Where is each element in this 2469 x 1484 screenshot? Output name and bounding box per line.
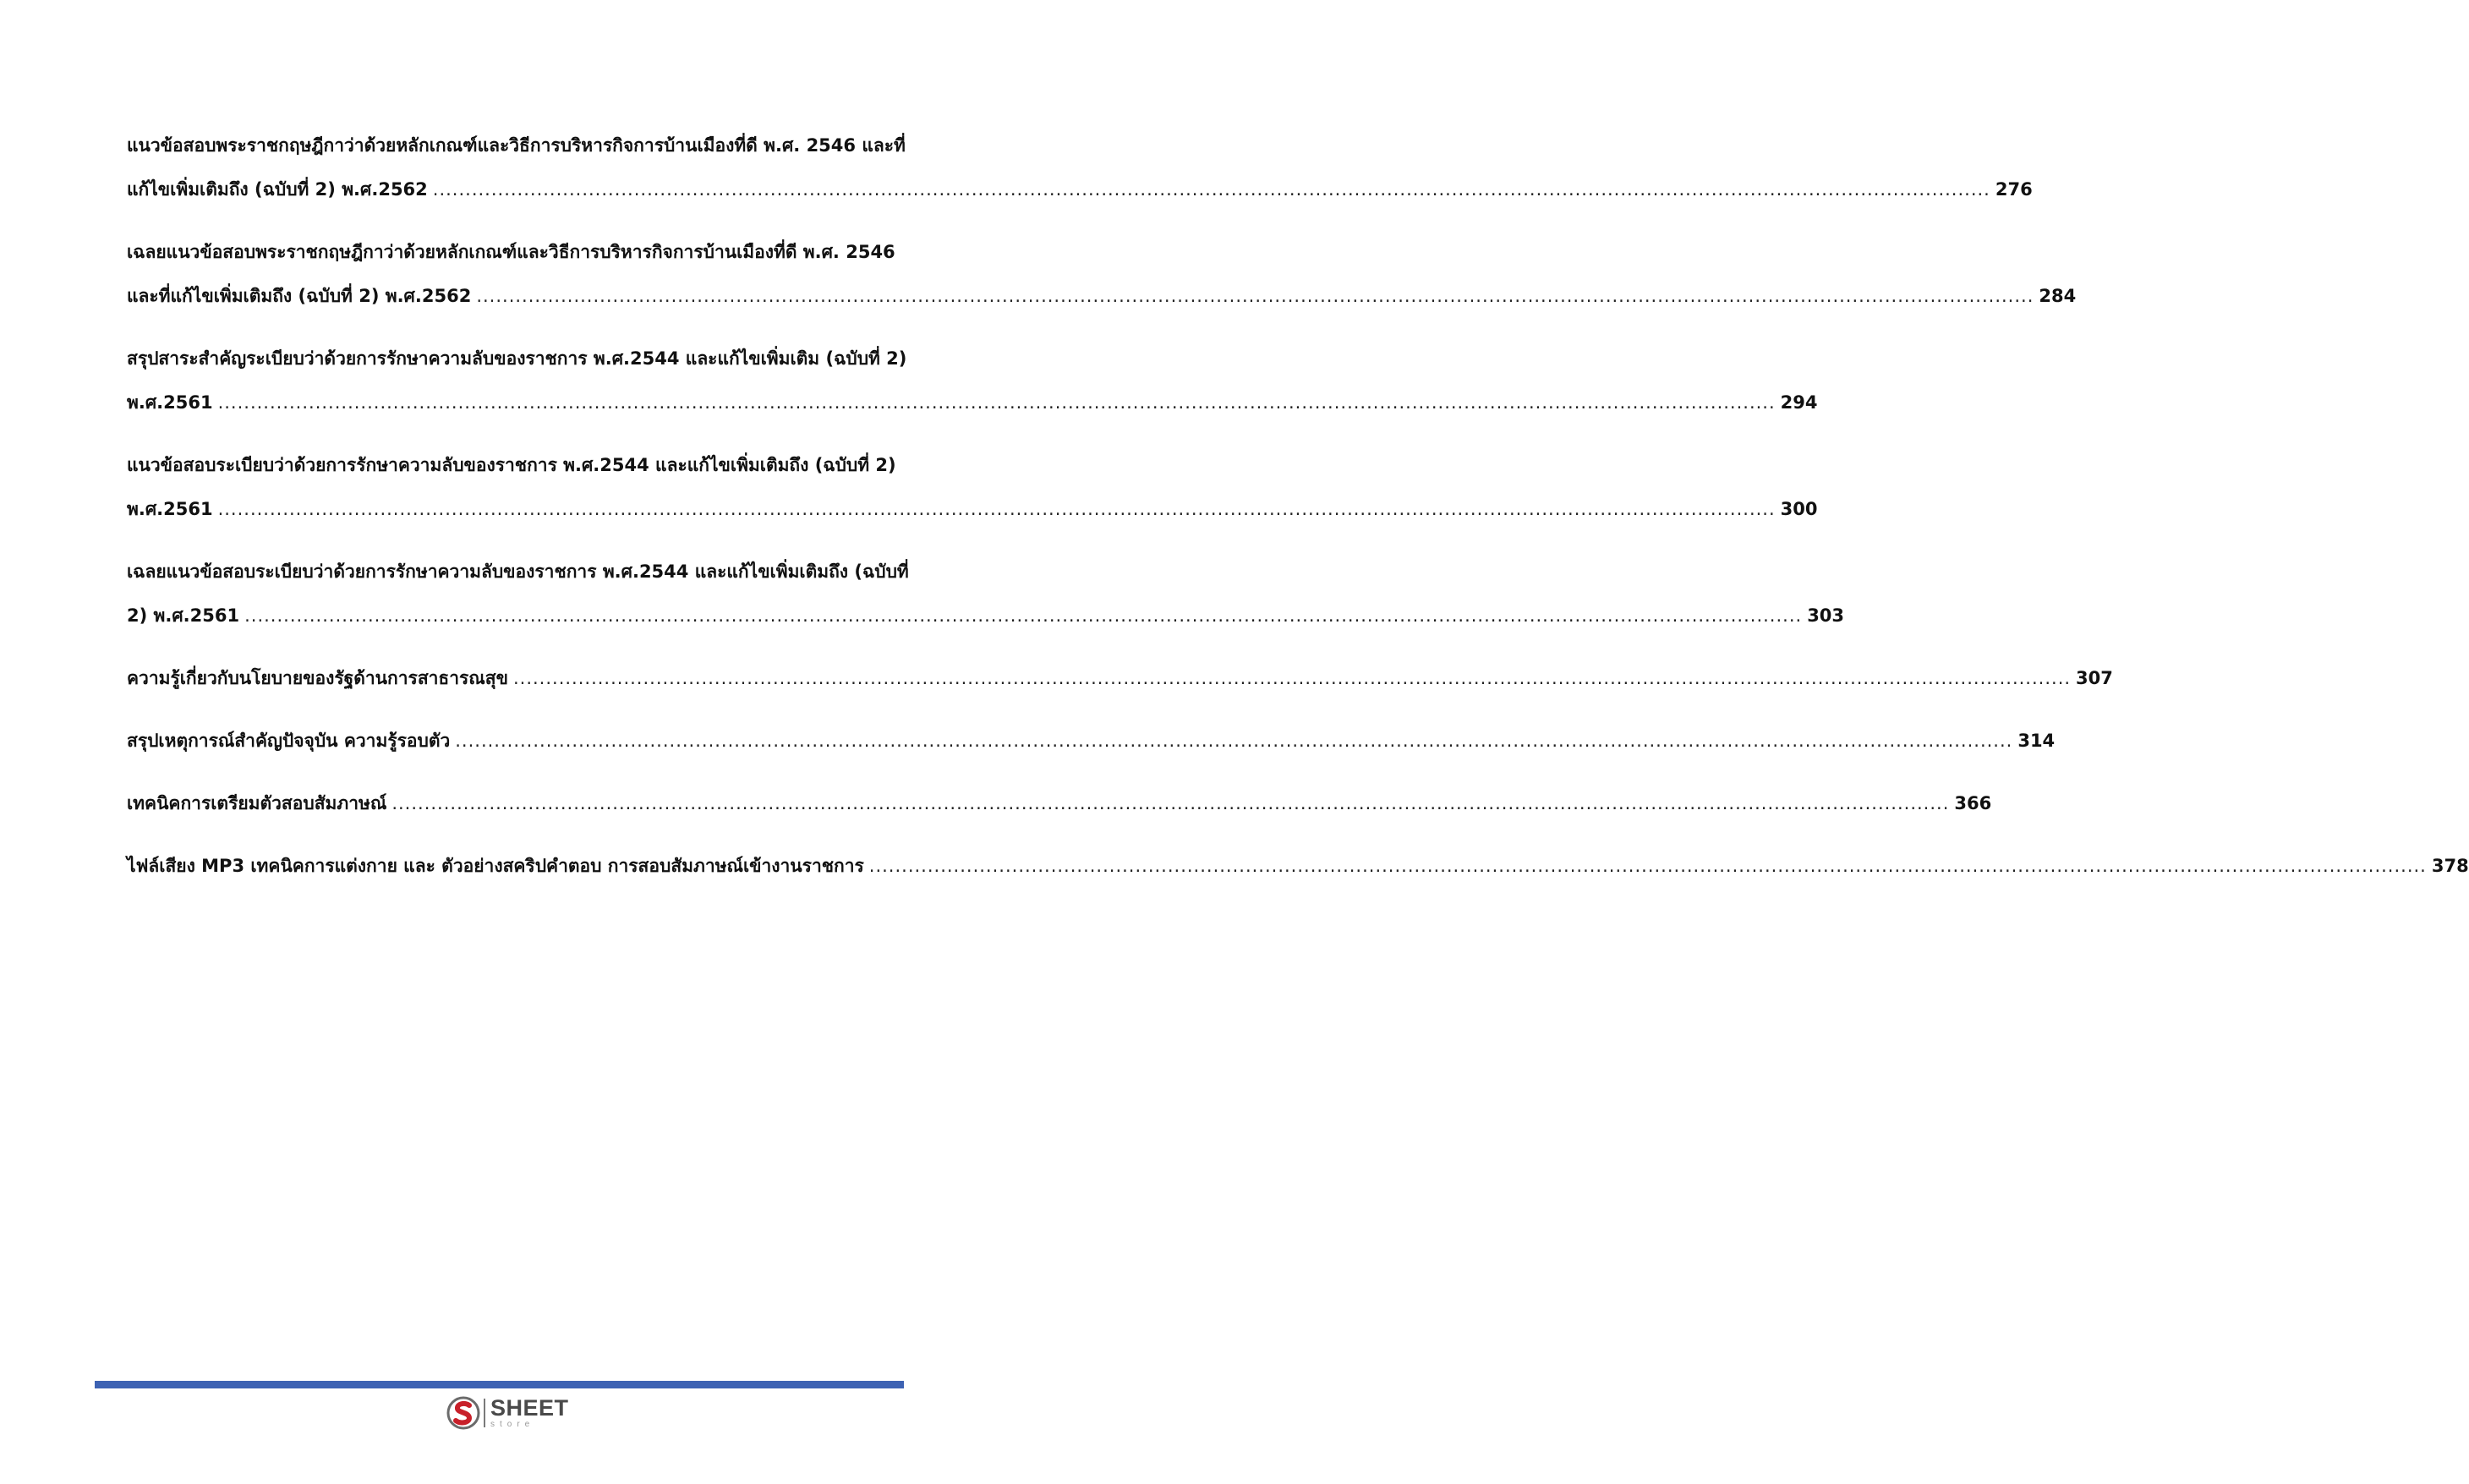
logo-sub-text: store	[490, 1420, 535, 1429]
page-number: 276	[1995, 179, 2033, 200]
toc-entry[interactable]	[127, 230, 2077, 318]
toc-entry-last-line	[127, 167, 2033, 211]
toc-entry[interactable]	[127, 550, 1845, 638]
dot-leader	[433, 167, 1990, 211]
toc-entry[interactable]	[127, 443, 1818, 531]
page-number: 294	[1780, 392, 1818, 413]
page-number: 366	[1954, 793, 1992, 813]
dot-leader	[476, 274, 2034, 318]
toc-entry-title-line: พ.ศ.2561	[127, 392, 213, 413]
toc-entry[interactable]	[127, 656, 2113, 700]
toc-entry[interactable]	[127, 781, 1992, 825]
footer-rule	[95, 1381, 904, 1388]
toc-entry-last-line	[127, 656, 2113, 700]
dot-leader	[218, 487, 1776, 531]
toc-entry-title-line: สรุปเหตุการณ์สำคัญปัจจุบัน ความรู้รอบตัว	[127, 731, 451, 751]
page-number: 303	[1807, 605, 1845, 626]
toc-entry-last-line	[127, 381, 1818, 424]
logo-main-text: SHEET	[490, 1395, 569, 1421]
toc-entry-title-line: แนวข้อสอบพระราชกฤษฎีกาว่าด้วยหลักเกณฑ์และวิธีการบริหารกิจการบ้านเมืองที่ดี พ.ศ. 2546 และที่	[127, 135, 906, 156]
page-number: 307	[2076, 668, 2113, 688]
logo-wordmark	[490, 1397, 569, 1429]
table-of-contents	[127, 123, 2469, 906]
toc-entry[interactable]	[127, 844, 2469, 888]
toc-entry-title-line: 2) พ.ศ.2561	[127, 605, 240, 626]
sheet-store-s-icon	[446, 1396, 480, 1430]
dot-leader	[218, 381, 1776, 424]
page-number: 314	[2017, 731, 2056, 751]
toc-entry[interactable]	[127, 719, 2056, 763]
dot-leader	[391, 781, 1949, 825]
sheet-store-logo	[446, 1395, 569, 1431]
toc-entry-title-line: พ.ศ.2561	[127, 499, 213, 519]
page-number: 284	[2039, 286, 2077, 306]
toc-entry-last-line	[127, 487, 1818, 531]
toc-entry-title-line: และที่แก้ไขเพิ่มเติมถึง (ฉบับที่ 2) พ.ศ.2562	[127, 286, 472, 306]
page-number: 378	[2431, 856, 2469, 876]
toc-entry-last-line	[127, 781, 1992, 825]
dot-leader	[244, 594, 1802, 638]
dot-leader	[455, 719, 2012, 763]
toc-entry-last-line	[127, 594, 1845, 638]
toc-entry-title-line: เทคนิคการเตรียมตัวสอบสัมภาษณ์	[127, 793, 387, 813]
toc-entry-last-line	[127, 719, 2056, 763]
toc-entry-title-line: เฉลยแนวข้อสอบระเบียบว่าด้วยการรักษาความลับของราชการ พ.ศ.2544 และแก้ไขเพิ่มเติมถึง (ฉบับที่	[127, 561, 909, 582]
toc-entry-title-line: ไฟล์เสียง MP3 เทคนิคการแต่งกาย และ ตัวอย่างสคริปคำตอบ การสอบสัมภาษณ์เข้างานราชการ	[127, 856, 864, 876]
toc-entry-title-line: ความรู้เกี่ยวกับนโยบายของรัฐด้านการสาธารณสุข	[127, 668, 508, 688]
toc-entry-title-line: สรุปสาระสำคัญระเบียบว่าด้วยการรักษาความลับของราชการ พ.ศ.2544 และแก้ไขเพิ่มเติม (ฉบับที่ 2)	[127, 348, 907, 369]
toc-entry-last-line	[127, 844, 2469, 888]
dot-leader	[513, 656, 2071, 700]
toc-entry-title-line: แก้ไขเพิ่มเติมถึง (ฉบับที่ 2) พ.ศ.2562	[127, 179, 428, 200]
toc-entry-title-line: เฉลยแนวข้อสอบพระราชกฤษฎีกาว่าด้วยหลักเกณฑ์และวิธีการบริหารกิจการบ้านเมืองที่ดี พ.ศ. 2546	[127, 242, 895, 262]
dot-leader	[869, 844, 2427, 888]
page-number: 300	[1780, 499, 1818, 519]
toc-entry-title-line: แนวข้อสอบระเบียบว่าด้วยการรักษาความลับของราชการ พ.ศ.2544 และแก้ไขเพิ่มเติมถึง (ฉบับที่ 2)	[127, 455, 896, 475]
toc-entry[interactable]	[127, 337, 1818, 424]
toc-entry[interactable]	[127, 123, 2033, 211]
logo-divider	[484, 1399, 485, 1427]
toc-entry-last-line	[127, 274, 2077, 318]
